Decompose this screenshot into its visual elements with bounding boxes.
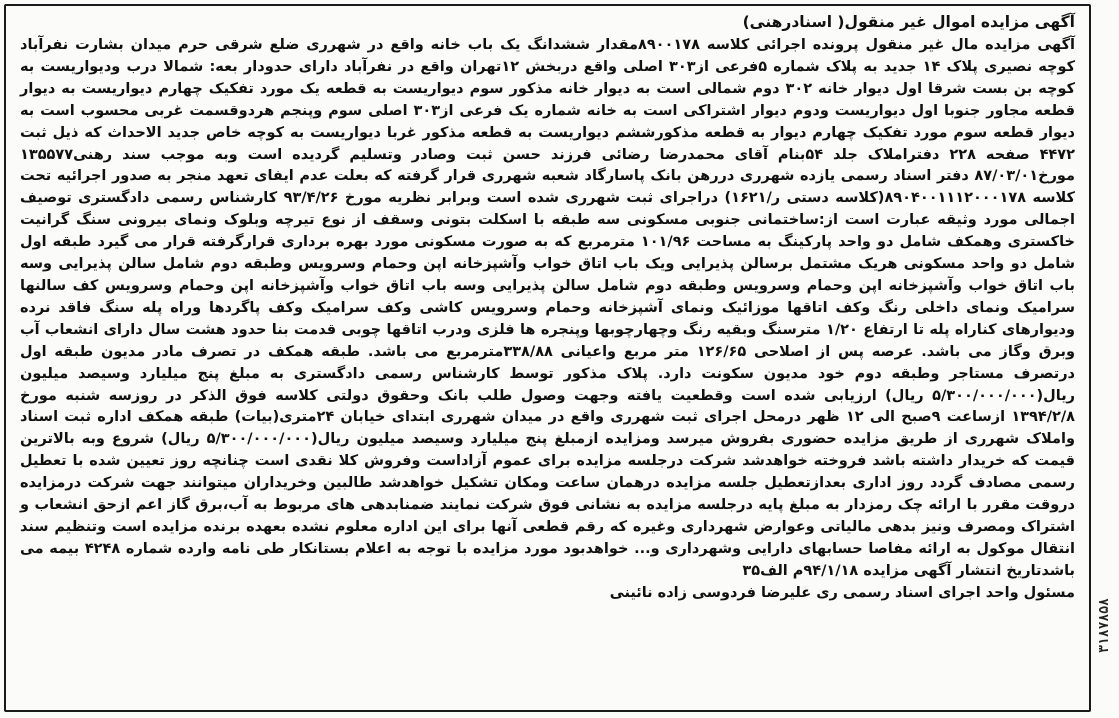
vertical-reference-number [1093, 550, 1115, 700]
side-code-text: ۳۱۸۷۸۵۸ [1096, 597, 1112, 653]
notice-box [4, 4, 1091, 712]
notice-body: آگهی مزایده مال غیر منقول پرونده اجرائی کلاسه ۸۹۰۰۱۷۸مقدار ششدانگ یک باب خانه واقع در شهرری ضلع شرقی حرم میدان بشارت نفرآباد کوچه نصیری پلاک ۱۴ جدید به پلاک شماره ۵فرعی از۳۰۳ اصلی واقع دربخش ۱۲تهران واقع در نفرآباد دارای حدودار بعه: شمالا درب ودیواریست به کوچه بن بست شرقا اول دیوار خانه ۳۰۲ دوم شمالی است به دیوار خانه مذکور سوم دیواریست به قطعه یک مورد تفکیک چهارم دیواریست به دیوار قطعه مجاور جنوبا اول دیواریست ودوم دیوار اشتراکی است به خانه شماره یک فرعی از۳۰۳ اصلی سوم وپنجم هردوقسمت غربی محسوب است به دیوار قطعه سوم مورد تفکیک چهارم دیوار به قطعه مذکورششم دیواریست به قطعه مذکور غربا دیواریست به کوچه خاص جدید الاحداث که ذیل ثبت ۴۴۷۲ صفحه ۲۲۸ دفتراملاک جلد ۵۴بنام آقای محمدرضا رضائی فرزند حسن ثبت وصادر وتسلیم گردیده است وبه موجب سند رهنی۱۳۵۵۷۷ مورخ۸۷/۰۳/۰۱ دفتر اسناد رسمی یازده شهرری دررهن بانک پاسارگاد شعبه شهرری قرار گرفته که بعلت عدم ایفای تعهد منجر به صدور اجرائیه تحت کلاسه ۸۹۰۴۰۰۱۱۱۲۰۰۰۱۷۸(کلاسه دستی ر/۱۶۲۱) دراجرای ثبت شهرری شده است وبرابر نظریه مورخ ۹۳/۴/۲۶ کارشناس رسمی دادگستری توصیف اجمالی مورد وثیقه عبارت است از:ساختمانی جنوبی مسکونی سه طبقه با اسکلت بتونی وسقف از نوع تیرچه وبلوک ونمای بیرونی سنگ گرانیت خاکستری وهمکف شامل دو واحد پارکینگ به مساحت ۱۰۱/۹۶ مترمربع که به صورت مسکونی مورد بهره برداری قرارگرفته قرار می گیرد طبقه اول شامل دو واحد مسکونی هریک مشتمل برسالن پذیرایی ویک باب اتاق خواب وآشپزخانه اپن وحمام وسرویس وطبقه دوم شامل سالن پذیرایی وسه باب اتاق خواب وآشپزخانه اپن وحمام وسرویس وطبقه دوم شامل سالن پذیرایی وسه باب اتاق خواب وآشپزخانه اپن وحمام وسرویس کف سالنها سرامیک ونمای داخلی رنگ وکف اتاقها موزائیک ونمای آشپزخانه وحمام وسرویس کاشی وکف سرامیک وکف پاگردها وراه پله سنگ فاقد نرده ودیوارهای کناراه پله تا ارتفاع ۱/۲۰ مترسنگ وبقیه رنگ وچهارچوبها وپنجره ها فلزی ودرب اتاقها چوبی قدمت بنا حدود هشت سال دارای انشعاب آب وبرق وگاز می باشد. عرصه پس از اصلاحی ۱۲۶/۶۵ متر مربع واعیانی ۳۳۸/۸۸مترمربع می باشد. طبقه همکف در تصرف مادر مدیون طبقه اول درتصرف مستاجر وطبقه دوم خود مدیون سکونت دارد. پلاک مذکور توسط کارشناس رسمی دادگستری به مبلغ پنج میلیارد وسیصد میلیون ریال(۵/۳۰۰/۰۰۰/۰۰۰ ریال) ارزیابی شده است وقطعیت یافته وجهت وصول طلب بانک وحقوق دولتی کلاسه فوق الذکر در روزسه شنبه مورخ ۱۳۹۴/۲/۸ ازساعت ۹صبح الی ۱۲ ظهر درمحل اجرای ثبت شهرری واقع در میدان شهرری ابتدای خیابان ۲۴متری(بیات) طبقه همکف اداره ثبت اسناد واملاک شهرری از طریق مزایده حضوری بفروش میرسد ومزایده ازمبلغ پنج میلیارد وسیصد میلیون ریال(۵/۳۰۰/۰۰۰/۰۰۰ ریال) شروع وبه بالاترین قیمت که خریدار داشته باشد فروخته خواهدشد شرکت درجلسه مزایده برای عموم آزاداست وفروش کلا نقدی است چنانچه روز تعیین شده با تعطیل رسمی مصادف گردد روز اداری بعدازتعطیل جلسه مزایده درهمان ساعت ومکان تشکیل خواهدشد طالبین وخریداران میتوانند جهت شرکت درمزایده دروقت مقرر با ارائه چک رمزدار به مبلغ پایه درجلسه مزایده به نشانی فوق شرکت نمایند ضمنابدهی های مربوط به آب،برق گاز اعم ازحق انشعاب و اشتراک ومصرف ونیز بدهی مالیاتی وعوارض شهرداری وغیره که رقم قطعی آنها برای این اداره معلوم نشده بعهده برنده مزایده است وتنظیم سند انتقال موکول به ارائه مفاصا حسابهای دارایی وشهرداری و... خواهدبود مورد مزایده با توجه به اعلام بستانکار طی نامه وارده شماره ۴۲۴۸ بیمه می باشدتاریخ انتشار آگهی مزایده ۹۴/۱/۱۸م الف۳۵ [20, 37, 1076, 579]
notice-signature: مسئول واحد اجرای اسناد رسمی ری علیرضا فردوسی زاده نائینی [609, 584, 1075, 601]
notice-title: آگهی مزایده اموال غیر منقول( اسنادرهنی) [742, 13, 1075, 31]
